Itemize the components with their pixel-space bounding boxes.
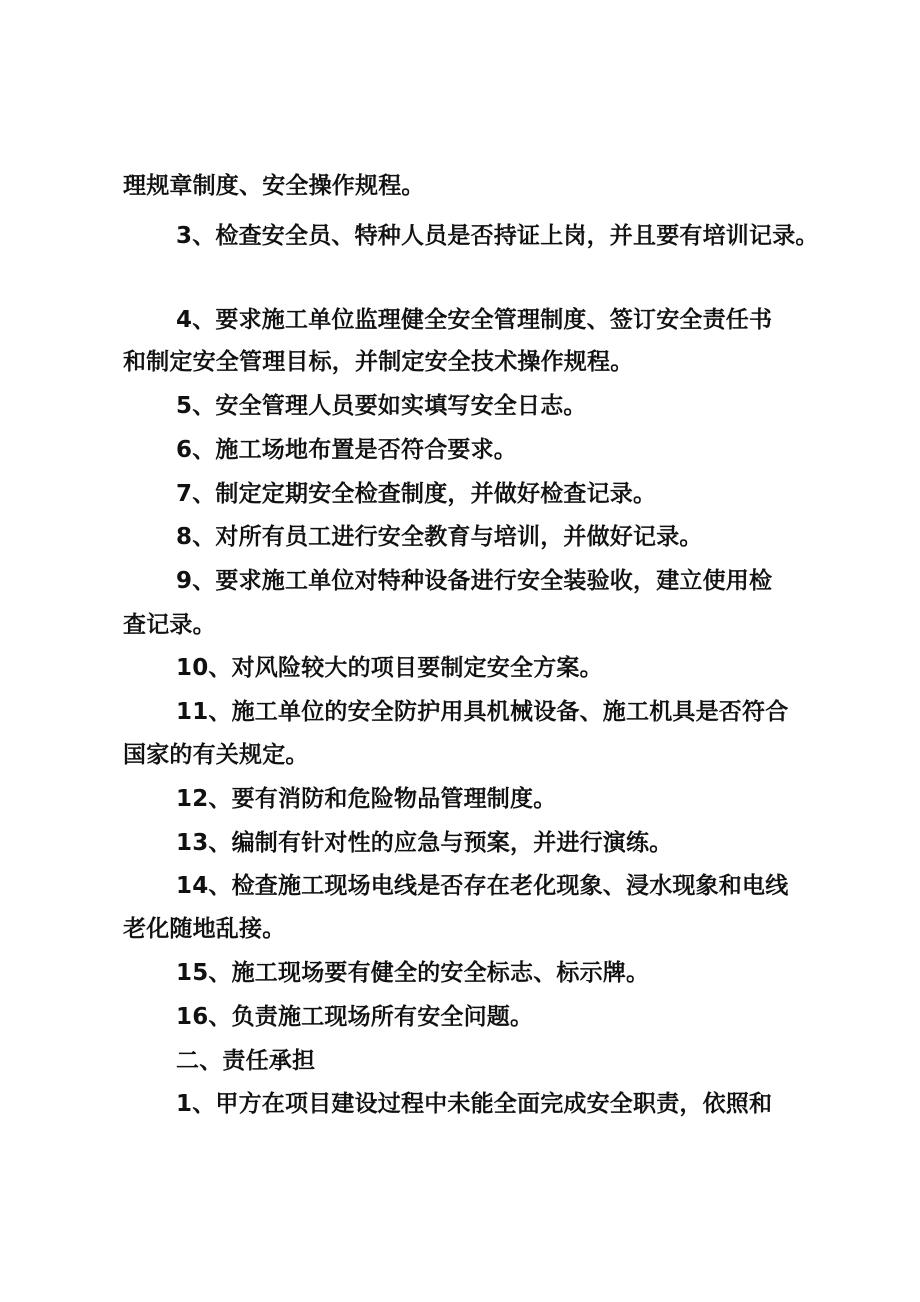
list-item-5: 5、安全管理人员要如实填写安全日志。 [176, 393, 587, 419]
list-item-15: 15、施工现场要有健全的安全标志、标示牌。 [176, 960, 650, 986]
list-item-4-continuation: 和制定安全管理目标，并制定安全技术操作规程。 [123, 349, 634, 375]
list-item-11: 11、施工单位的安全防护用具机械设备、施工机具是否符合 [176, 699, 789, 725]
list-item-14: 14、检查施工现场电线是否存在老化现象、浸水现象和电线 [176, 873, 789, 899]
list-item-9: 9、要求施工单位对特种设备进行安全装验收，建立使用检 [176, 568, 773, 594]
list-item-6: 6、施工场地布置是否符合要求。 [176, 437, 518, 463]
section-heading: 二、责任承担 [176, 1048, 316, 1074]
list-item-9-continuation: 查记录。 [123, 612, 216, 638]
list-item-16: 16、负责施工现场所有安全问题。 [176, 1004, 534, 1030]
list-item-8: 8、对所有员工进行安全教育与培训，并做好记录。 [176, 524, 703, 550]
list-item-7: 7、制定定期安全检查制度，并做好检查记录。 [176, 481, 657, 507]
list-item-4: 4、要求施工单位监理健全安全管理制度、签订安全责任书 [176, 307, 773, 333]
list-item-12: 12、要有消防和危险物品管理制度。 [176, 786, 557, 812]
paragraph-line: 理规章制度、安全操作规程。 [123, 173, 425, 199]
list-item-10: 10、对风险较大的项目要制定安全方案。 [176, 655, 603, 681]
list-item-14-continuation: 老化随地乱接。 [123, 916, 286, 942]
list-item-11-continuation: 国家的有关规定。 [123, 742, 309, 768]
section-item-1: 1、甲方在项目建设过程中未能全面完成安全职责，依照和 [176, 1091, 773, 1117]
list-item-3: 3、检查安全员、特种人员是否持证上岗，并且要有培训记录。 [176, 223, 819, 249]
list-item-13: 13、编制有针对性的应急与预案，并进行演练。 [176, 830, 673, 856]
